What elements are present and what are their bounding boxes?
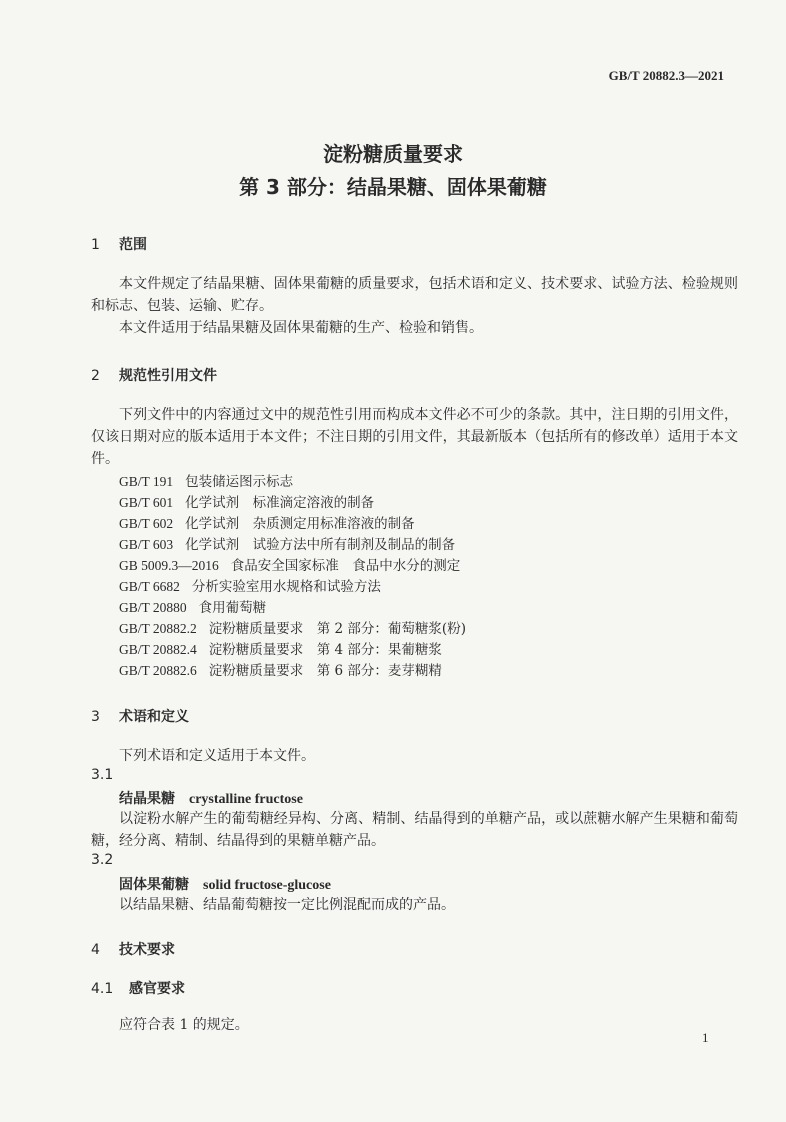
section-title: 感官要求 (129, 981, 185, 997)
subsection-4-1-heading (91, 978, 185, 998)
reference-item (119, 513, 415, 535)
term-zh: 固体果葡糖 (119, 877, 189, 893)
reference-item (119, 492, 374, 514)
page-number: 1 (702, 1030, 709, 1045)
section-title: 术语和定义 (119, 709, 189, 725)
clause-3-2: 3.2 (91, 852, 114, 868)
term-3-1 (119, 788, 303, 808)
reference-item (119, 534, 455, 556)
reference-code: GB/T 6682 (119, 579, 180, 594)
title-line1: 淀粉糖质量要求 (323, 142, 463, 166)
reference-code: GB/T 20880 (119, 600, 187, 615)
reference-code: GB/T 601 (119, 495, 174, 510)
reference-code: GB/T 602 (119, 516, 174, 531)
reference-title: 食品安全国家标准 食品中水分的测定 (230, 558, 461, 574)
definition-3-2: 以结晶果糖、结晶葡萄糖按一定比例混配而成的产品。 (119, 897, 455, 913)
scope-paragraph-1: 本文件规定了结晶果糖、固体果葡糖的质量要求，包括术语和定义、技术要求、试验方法、检验规则和标志、包装、运输、贮存。 (91, 276, 738, 314)
reference-item (119, 597, 266, 619)
reference-title: 淀粉糖质量要求 第 2 部分：葡萄糖浆(粉) (208, 621, 466, 637)
section-number: 4 (91, 942, 100, 958)
reference-title: 分析实验室用水规格和试验方法 (191, 579, 381, 595)
section-4-heading (91, 939, 175, 959)
term-zh: 结晶果糖 (119, 791, 175, 807)
reference-code: GB/T 20882.6 (119, 663, 197, 678)
definition-3-1: 以淀粉水解产生的葡萄糖经异构、分离、精制、结晶得到的单糖产品，或以蔗糖水解产生果糖和葡萄糖，经分离、精制、结晶得到的果糖单糖产品。 (91, 811, 738, 849)
reference-item (119, 576, 381, 598)
section-title: 规范性引用文件 (119, 368, 217, 384)
reference-code: GB/T 191 (119, 474, 174, 489)
reference-title: 淀粉糖质量要求 第 4 部分：果葡糖浆 (208, 642, 442, 658)
reference-title: 化学试剂 标准滴定溶液的制备 (185, 495, 375, 511)
title-line2: 第 3 部分：结晶果糖、固体果葡糖 (239, 175, 547, 199)
reference-code: GB/T 20882.2 (119, 621, 197, 636)
section-title: 技术要求 (119, 942, 175, 958)
section-number: 3 (91, 709, 100, 725)
sensory-requirement-text: 应符合表 1 的规定。 (119, 1017, 249, 1033)
references-intro: 下列文件中的内容通过文中的规范性引用而构成本文件必不可少的条款。其中，注日期的引用文件，仅该日期对应的版本适用于本文件；不注日期的引用文件，其最新版本（包括所有的修改单）适用于本文件。 (91, 407, 738, 467)
scope-paragraph-2: 本文件适用于结晶果糖及固体果葡糖的生产、检验和销售。 (119, 320, 483, 336)
terms-intro: 下列术语和定义适用于本文件。 (119, 748, 315, 764)
reference-title: 淀粉糖质量要求 第 6 部分：麦芽糊精 (208, 663, 442, 679)
reference-item (119, 555, 460, 577)
reference-code: GB/T 603 (119, 537, 174, 552)
reference-item (119, 471, 293, 493)
reference-title: 食用葡萄糖 (198, 600, 267, 616)
section-1-heading (91, 234, 147, 254)
standard-number: GB/T 20882.3—2021 (608, 68, 724, 83)
reference-title: 化学试剂 试验方法中所有制剂及制品的制备 (185, 537, 456, 553)
reference-item (119, 660, 442, 682)
section-title: 范围 (119, 237, 147, 253)
section-3-heading (91, 706, 189, 726)
section-2-heading (91, 365, 217, 385)
term-en: solid fructose-glucose (203, 878, 331, 893)
reference-item (119, 618, 466, 640)
section-number: 1 (91, 237, 100, 253)
reference-code: GB/T 20882.4 (119, 642, 197, 657)
section-number: 2 (91, 368, 100, 384)
reference-code: GB 5009.3—2016 (119, 558, 219, 573)
term-en: crystalline fructose (189, 792, 303, 807)
term-3-2 (119, 874, 331, 894)
reference-title: 化学试剂 杂质测定用标准溶液的制备 (185, 516, 415, 532)
clause-3-1: 3.1 (91, 767, 114, 783)
section-number: 4.1 (91, 981, 114, 997)
reference-item (119, 639, 442, 661)
reference-title: 包装储运图示标志 (185, 474, 294, 490)
